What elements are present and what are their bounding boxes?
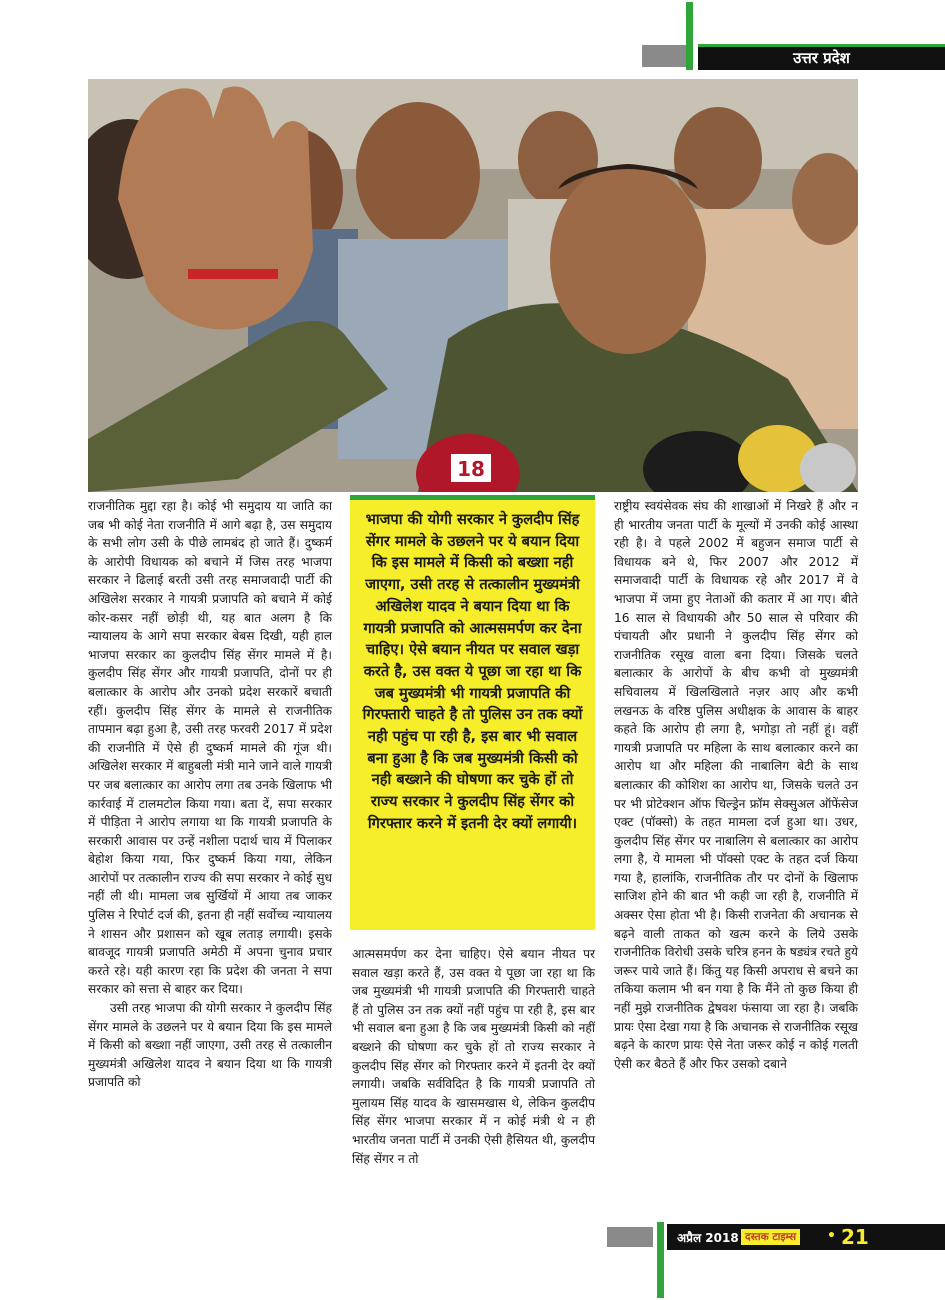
pull-quote-box bbox=[350, 495, 595, 930]
issue-date: अप्रैल 2018 bbox=[677, 1231, 739, 1245]
article-paragraph: आत्मसमर्पण कर देना चाहिए। ऐसे बयान नीयत पर सवाल खड़ा करते हैं, उस वक्त ये पूछा जा रहा था कि जब मुख्यमंत्री भी गायत्री प्रजापति की गिरफ्तारी चाहते हैं तो पुलिस उन तक क्यों नहीं पहुंच पा रही है, इस बार भी सवाल बना हुआ है कि जब मुख्यमंत्री किसी को नहीं बख्शने की घोषणा कर चुके हों तो राज्य सरकार ने कुलदीप सिंह सेंगर को गिरफ्तार करने में इतनी देर क्यों लगायी। जबकि सर्वविदित है कि गायत्री प्रजापति तो मुलायम सिंह यादव के खासमखास थे, लेकिन कुलदीप सिंह सेंगर भाजपा सरकार में न कोई मंत्री थे न ही भारतीय जनता पार्टी में उनकी ऐसी हैसियत थी, कुलदीप सिंह सेंगर न तो bbox=[352, 947, 595, 1166]
article-column-left bbox=[88, 497, 332, 1092]
article-paragraph: राजनीतिक मुद्दा रहा है। कोई भी समुदाय या जाति का जब भी कोई नेता राजनीति में आगे बढ़ा है, उस समुदाय के सभी लोग उसी के पीछे लामबंद हो जाते हैं। दुष्कर्म के आरोपी विधायक को बचाने में जिस तरह भाजपा सरकार ने ढिलाई बरती उसी तरह समाजवादी पार्टी की अखिलेश सरकार ने गायत्री प्रजापति को बचाने में कोई कोर-कसर नहीं छोड़ी थी, यह बात अलग है कि न्यायालय के आगे सपा सरकार बेबस दिखी, यही हाल भाजपा सरकार का कुलदीप सिंह सेंगर मामले में है। कुलदीप सिंह सेंगर और गायत्री प्रजापति, दोनों पर ही बलात्कार के आरोप और उनको प्रदेश सरकारें बचाती रहीं। कुलदीप सिंह सेंगर के मामले से राजनीतिक तापमान बढ़ा हुआ है, उसी तरह फरवरी 2017 में प्रदेश की राजनीति में ऐसे ही दुष्कर्म मामले की गूंज थी। अखिलेश सरकार में बाहुबली मंत्री माने जाने वाले गायत्री पर जब बलात्कार का आरोप लगा तब उनके खिलाफ भी कार्रवाई में टालमटोल किया गया। बता दें, सपा सरकार में पीड़िता ने आरोप लगाया था कि गायत्री प्रजापति के सरकारी आवास पर उन्हें नशीला पदार्थ चाय में पिलाकर बेहोश किया गया, फिर दुष्कर्म किया गया, लेकिन आरोपों पर तत्कालीन राज्य की सपा सरकार ने कोई सुध नहीं ली थी। मामला जब सुर्खियों में आया तब जाकर पुलिस ने रिपोर्ट दर्ज की, इतना ही नहीं सर्वोच्च न्यायालय ने शासन और प्रशासन को खूब लताड़ लगायी। इसके बावजूद गायत्री प्रजापति अमेठी में अपना चुनाव प्रचार करते रहे। यही कारण रहा कि प्रदेश की जनता ने सपा सरकार को सत्ता से बाहर कर दिया। bbox=[88, 499, 332, 997]
article-column-right bbox=[614, 497, 858, 1073]
page-number: 21 bbox=[841, 1225, 869, 1249]
pull-quote-text: भाजपा की योगी सरकार ने कुलदीप सिंह सेंगर मामले के उछलने पर ये बयान दिया कि इस मामले में किसी को बख्शा नही जाएगा, उसी तरह से तत्कालीन मुख्यमंत्री अखिलेश यादव ने बयान दिया था कि गायत्री प्रजापति को आत्मसमर्पण कर देना चाहिए। ऐसे बयान नीयत पर सवाल खड़ा करते है, उस वक्त ये पूछा जा रहा था कि जब मुख्यमंत्री भी गायत्री प्रजापति की गिरफ्तारी चाहते है तो पुलिस उन तक क्यों नही पहुंच पा रही है, इस बार भी सवाल बना हुआ है कि जब मुख्यमंत्री किसी को नही बख्शने की घोषणा कर चुके हों तो राज्य सरकार ने कुलदीप सिंह सेंगर को गिरफ्तार करने में इतनी देर क्यों लगायी। bbox=[362, 511, 583, 832]
footer-accent-rule bbox=[657, 1222, 664, 1298]
section-header bbox=[698, 44, 945, 70]
magazine-logo: दस्तक टाइम्स bbox=[741, 1229, 800, 1245]
section-title: उत्तर प्रदेश bbox=[793, 49, 850, 67]
article-paragraph: उसी तरह भाजपा की योगी सरकार ने कुलदीप सिंह सेंगर मामले के उछलने पर ये बयान दिया कि इस मामले में किसी को बख्शा नहीं जाएगा, उसी तरह से तत्कालीन मुख्यमंत्री अखिलेश यादव ने बयान दिया था कि गायत्री प्रजापति को bbox=[88, 1001, 332, 1090]
header-accent-rule bbox=[686, 2, 693, 70]
footer-grey-block bbox=[607, 1227, 653, 1247]
header-grey-block bbox=[642, 45, 686, 67]
pull-quote-top-rule bbox=[350, 495, 595, 500]
article-paragraph: राष्ट्रीय स्वयंसेवक संघ की शाखाओं में निखरे हैं और न ही भारतीय जनता पार्टी के मूल्यों में उनकी कोई आस्था रही है। वे पहले 2002 में बहुजन समाज पार्टी से विधायक बने थे, फिर 2007 और 2012 में समाजवादी पार्टी के विधायक रहे और 2017 में वे भाजपा में जमा हुए नेताओं की कतार में आ गए। बीते 16 साल से विधायकी और 50 साल से परिवार की पंचायती और प्रधानी ने कुलदीप सिंह सेंगर को राजनीतिक रसूख वाला बना दिया। जिसके चलते बलात्कार के आरोपों के बीच कभी वो मुख्यमंत्री सचिवालय में खिलखिलाते नज़र आए और कभी लखनऊ के वरिष्ठ पुलिस अधीक्षक के आवास के बाहर कहते कि आरोप ही लगा है, भगोड़ा तो नहीं हूं। वहीं गायत्री प्रजापति पर महिला के साथ बलात्कार करने का आरोप था और महिला की नाबालिग बेटी के साथ बलात्कार की कोशिश का आरोप था, जिसके चलते उन पर भी प्रोटेक्शन ऑफ चिल्ड्रेन फ्रॉम सेक्सुअल ऑफेंसेज एक्ट (पॉक्सो) के तहत मामला दर्ज हुआ था। उधर, कुलदीप सिंह सेंगर पर नाबालिग से बलात्कार का आरोप लगा है, ये मामला भी पॉक्सो एक्ट के तहत दर्ज किया गया है, हालांकि, राजनीतिक तौर पर दोनों के खिलाफ साजिश होने की बात भी कही जा रही है, राजनीति में अक्सर ऐसा होता भी है। किसी राजनेता की अचानक से बढ़ने वाली ताकत को खत्म करने के लिये उसके राजनीतिक विरोधी उसके चरित्र हनन के षड्यंत्र रचते हुये जरूर पाये जाते हैं। किंतु यह किसी अपराध से बचने का तकिया कलाम भी बन गया है कि मैंने तो कुछ किया ही नहीं मुझे राजनीतिक द्वेषवश फंसाया जा रहा है। जबकि प्रायः ऐसा देखा गया है कि अचानक से राजनीतिक रसूख बढ़ने के कारण प्रायः ऐसे नेता जरूर कोई न कोई गलती ऐसी कर बैठते हैं और फिर उसको दबाने bbox=[614, 499, 858, 1071]
page-footer bbox=[667, 1224, 945, 1250]
article-column-middle bbox=[352, 945, 595, 1168]
mic-badge: 18 bbox=[457, 457, 485, 481]
news-photo bbox=[88, 79, 858, 492]
news-photo-illustration bbox=[88, 79, 858, 492]
footer-separator: • bbox=[827, 1228, 836, 1244]
